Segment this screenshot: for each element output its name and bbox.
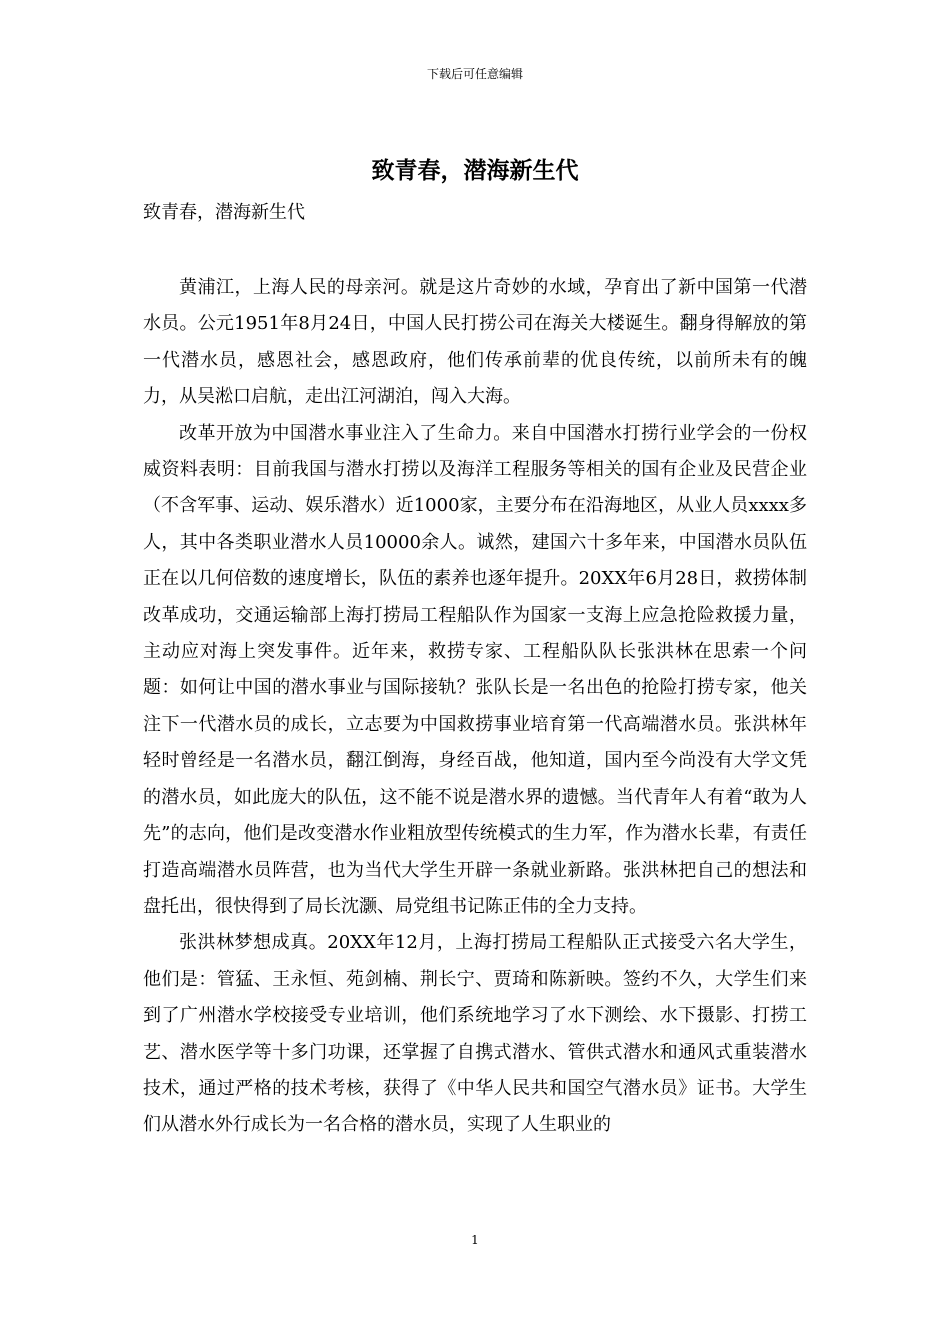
page-header-note: 下载后可任意编辑: [426, 67, 523, 81]
document-subtitle: 致青春，潜海新生代: [143, 202, 305, 223]
body-paragraph: 改革开放为中国潜水事业注入了生命力。来自中国潜水打捞行业学会的一份权威资料表明：目前我国与潜水打捞以及海洋工程服务等相关的国有企业及民营企业（不含军事、运动、娱乐潜水）近1000家，主要分布在沿海地区，从业人员xxxx多人，其中各类职业潜水人员10000余人。诚然，建国六十多年来，中国潜水员队伍正在以几何倍数的速度增长，队伍的素养也逐年提升。20XX年6月28日，救捞体制改革成功，交通运输部上海打捞局工程船队作为国家一支海上应急抢险救援力量，主动应对海上突发事件。近年来，救捞专家、工程船队队长张洪林在思索一个问题：如何让中国的潜水事业与国际接轨？张队长是一名出色的抢险打捞专家，他关注下一代潜水员的成长，立志要为中国救捞事业培育第一代高端潜水员。张洪林年轻时曾经是一名潜水员，翻江倒海，身经百战，他知道，国内至今尚没有大学文凭的潜水员，如此庞大的队伍，这不能不说是潜水界的遗憾。当代青年人有着“敢为人先”的志向，他们是改变潜水作业粗放型传统模式的生力军，作为潜水长辈，有责任打造高端潜水员阵营，也为当代大学生开辟一条就业新路。张洪林把自己的想法和盘托出，很快得到了局长沈灏、局党组书记陈正伟的全力支持。: [143, 422, 807, 917]
document-title: 致青春，潜海新生代: [371, 157, 579, 184]
body-paragraph: 张洪林梦想成真。20XX年12月，上海打捞局工程船队正式接受六名大学生，他们是：管猛、王永恒、苑剑楠、荆长宁、贾琦和陈新映。签约不久，大学生们来到了广州潜水学校接受专业培训，他们系统地学习了水下测绘、水下摄影、打捞工艺、潜水医学等十多门功课，还掌握了自携式潜水、管供式潜水和通风式重装潜水技术，通过严格的技术考核，获得了《中华人民共和国空气潜水员》证书。大学生们从潜水外行成长为一名合格的潜水员，实现了人生职业的: [143, 932, 807, 1136]
document-body: [143, 270, 807, 1144]
page-number: 1: [471, 1233, 479, 1247]
body-paragraph: 黄浦江，上海人民的母亲河。就是这片奇妙的水域，孕育出了新中国第一代潜水员。公元1951年8月24日，中国人民打捞公司在海关大楼诞生。翻身得解放的第一代潜水员，感恩社会，感恩政府，他们传承前辈的优良传统，以前所未有的魄力，从吴淞口启航，走出江河湖泊，闯入大海。: [143, 277, 807, 408]
